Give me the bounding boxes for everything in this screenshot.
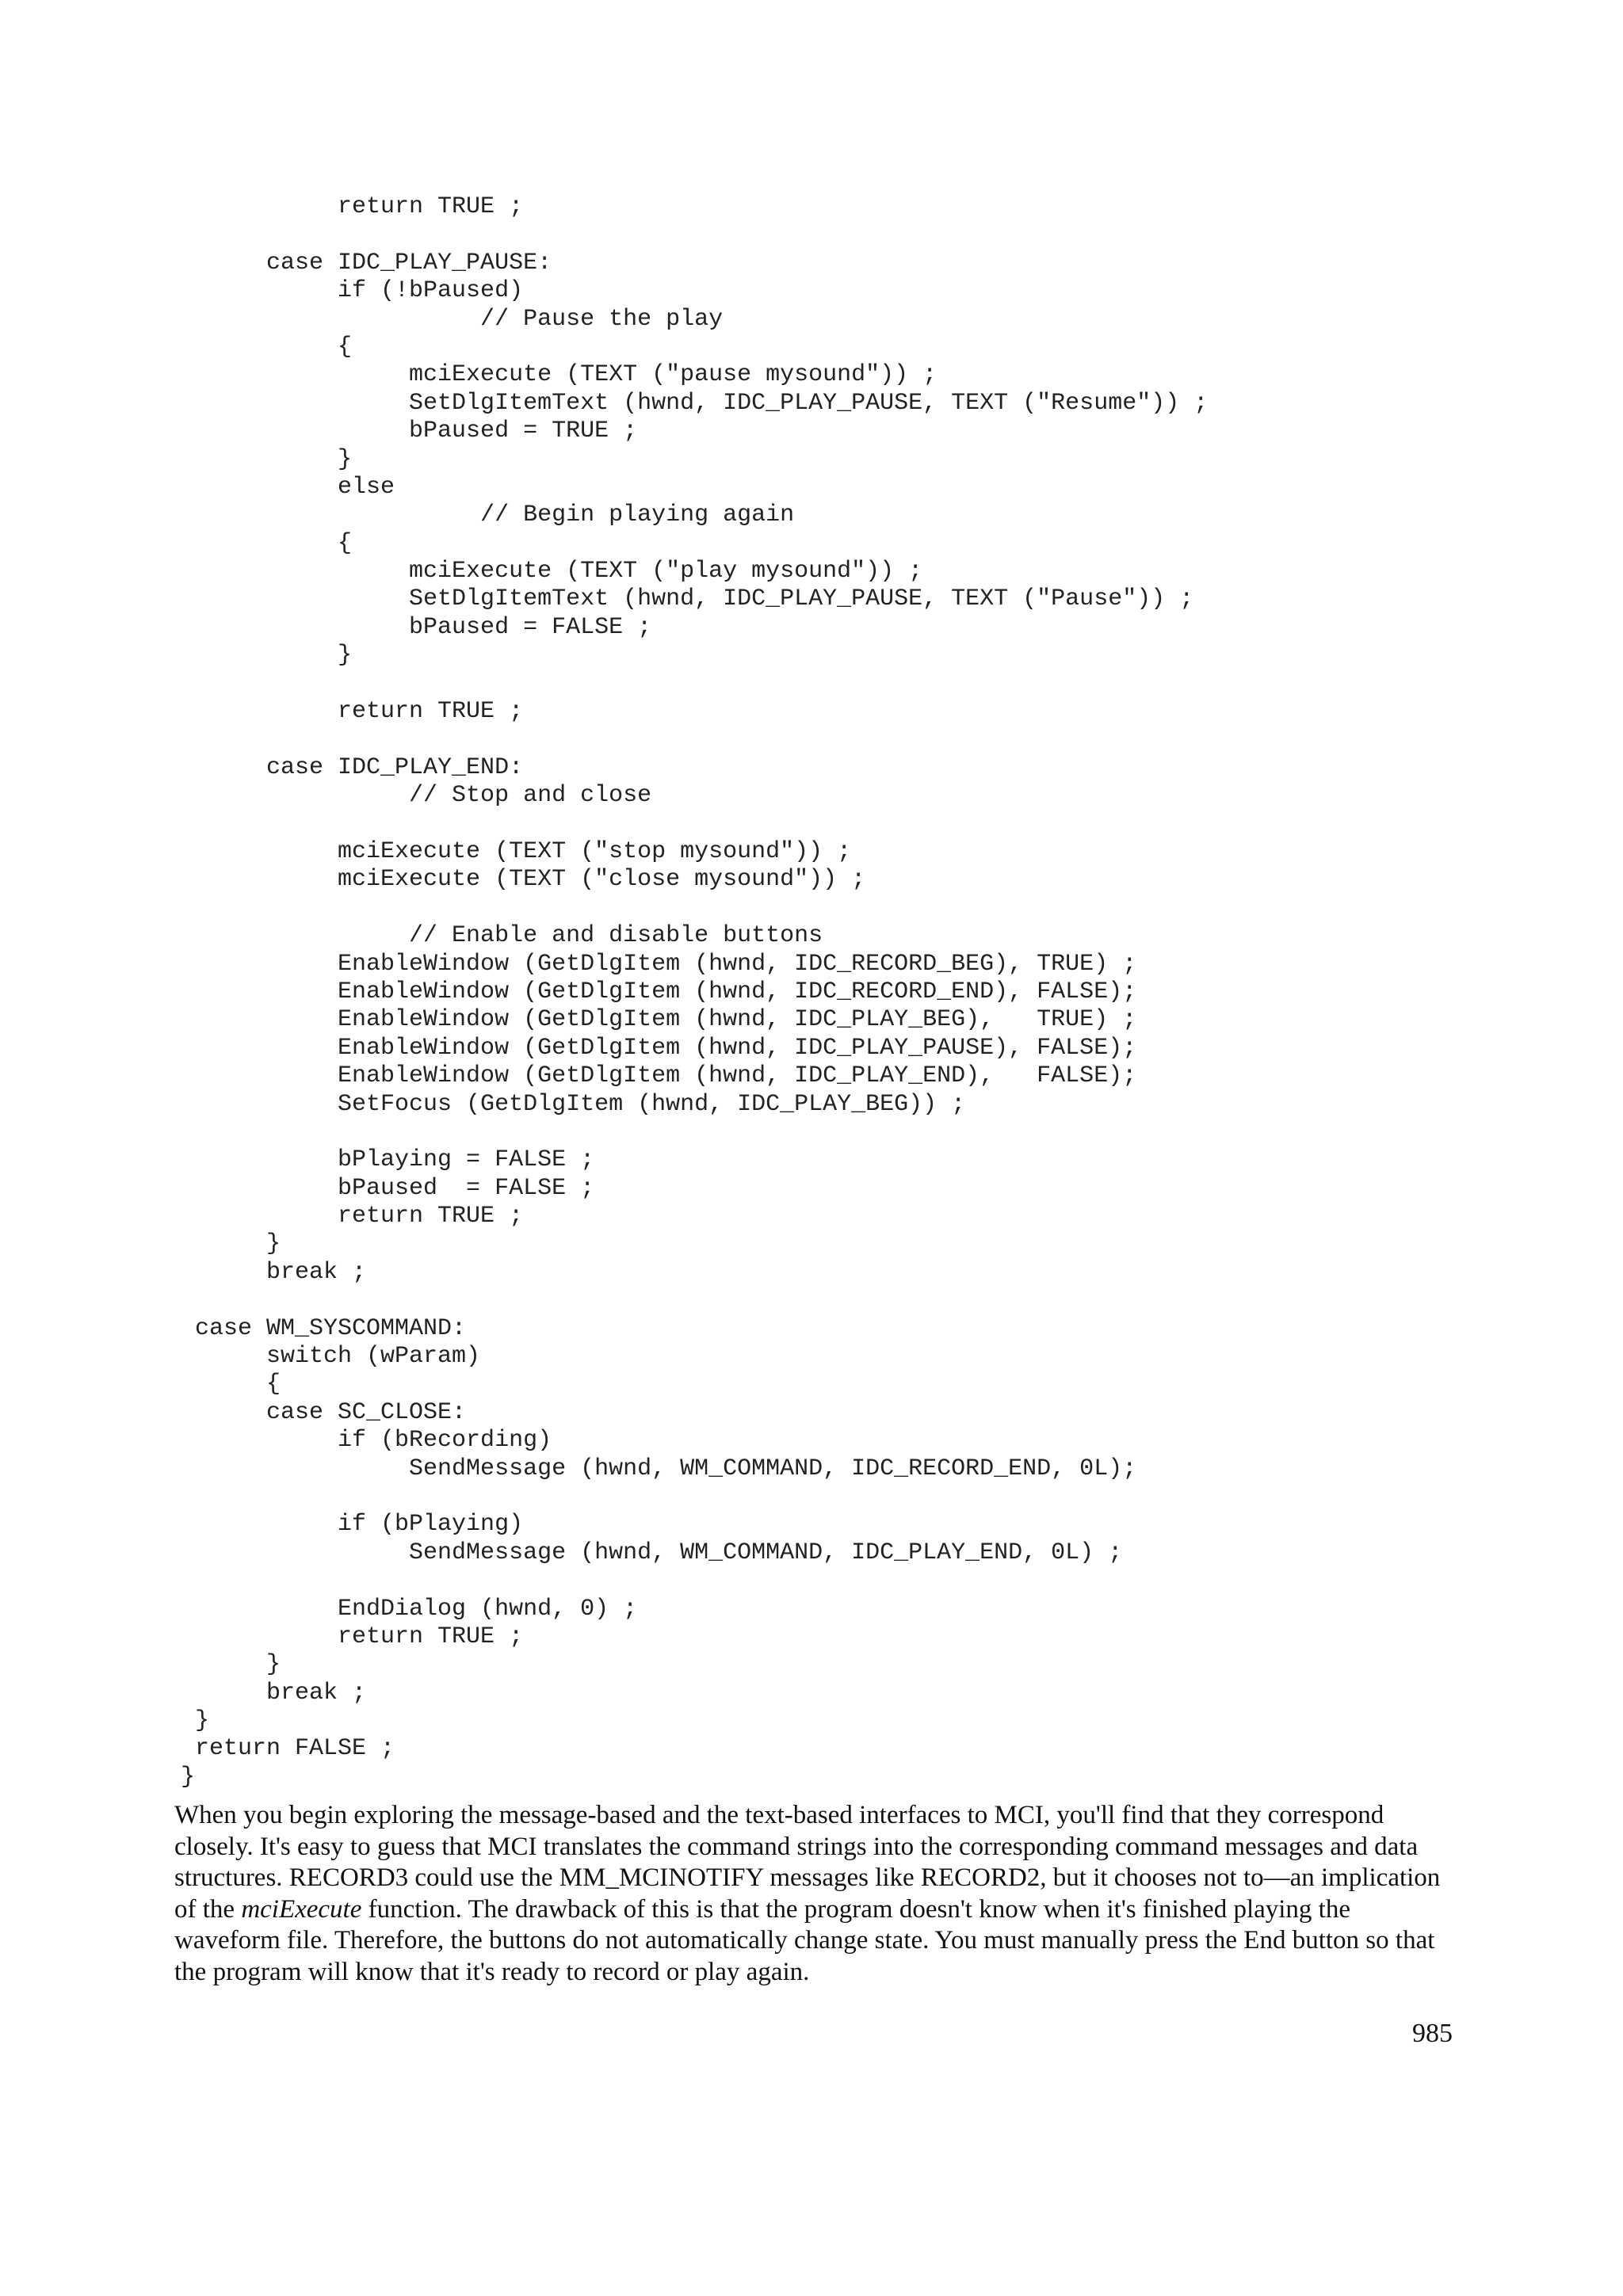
code-line: break ; xyxy=(181,1258,367,1286)
code-line: SendMessage (hwnd, WM_COMMAND, IDC_RECORD_END, 0L); xyxy=(181,1455,1137,1482)
code-line: case SC_CLOSE: xyxy=(181,1398,467,1426)
code-line: return TRUE ; xyxy=(181,1203,524,1230)
code-line xyxy=(181,894,1208,922)
code-line: } xyxy=(181,1707,210,1735)
code-line: // Begin playing again xyxy=(181,502,795,529)
code-line: if (bPlaying) xyxy=(181,1511,524,1539)
code-line xyxy=(181,1119,1208,1146)
paragraph-function-name: mciExecute xyxy=(241,1894,362,1924)
code-line: bPaused = FALSE ; xyxy=(181,613,652,641)
code-listing xyxy=(181,193,1208,1791)
code-line: mciExecute (TEXT ("play mysound")) ; xyxy=(181,558,923,585)
code-line: // Pause the play xyxy=(181,305,724,333)
code-line: // Enable and disable buttons xyxy=(181,922,823,950)
code-line: SetDlgItemText (hwnd, IDC_PLAY_PAUSE, TEXT ("Pause")) ; xyxy=(181,585,1194,613)
code-line xyxy=(181,726,1208,753)
code-line: EnableWindow (GetDlgItem (hwnd, IDC_RECORD_END), FALSE); xyxy=(181,978,1137,1005)
paragraph-text-part1: When you begin exploring the message-based and the text-based interfaces to MCI, you'll find that they correspond closely. It's easy to guess that MCI translates the command strings into the corresponding command messages and data structures. RECORD3 could use the MM_MCINOTIFY messages like RECORD2, but it chooses not to—an implication of the xyxy=(174,1801,1441,1924)
code-line: return TRUE ; xyxy=(181,1623,524,1650)
code-line: } xyxy=(181,445,353,473)
code-line: EnableWindow (GetDlgItem (hwnd, IDC_PLAY_BEG), TRUE) ; xyxy=(181,1006,1137,1034)
paragraph-text-part2: function. The drawback of this is that the program doesn't know when it's finished playing the waveform file. Therefore, the buttons do not automatically change state. You must manually press the End button so that the program will know that it's ready to record or play again. xyxy=(174,1894,1435,1986)
code-line: SetFocus (GetDlgItem (hwnd, IDC_PLAY_BEG)) ; xyxy=(181,1090,966,1118)
code-line: mciExecute (TEXT ("pause mysound")) ; xyxy=(181,361,938,389)
code-line xyxy=(181,810,1208,838)
code-line: EnableWindow (GetDlgItem (hwnd, IDC_PLAY_END), FALSE); xyxy=(181,1062,1137,1090)
code-line: mciExecute (TEXT ("close mysound")) ; xyxy=(181,866,866,894)
code-line: EnableWindow (GetDlgItem (hwnd, IDC_RECORD_BEG), TRUE) ; xyxy=(181,950,1137,978)
code-line: } xyxy=(181,1651,281,1679)
code-line: else xyxy=(181,473,395,501)
code-line: bPaused = TRUE ; xyxy=(181,418,638,445)
code-line: { xyxy=(181,1371,281,1398)
code-line: EnableWindow (GetDlgItem (hwnd, IDC_PLAY_PAUSE), FALSE); xyxy=(181,1034,1137,1062)
code-line: } xyxy=(181,1763,196,1791)
code-line: mciExecute (TEXT ("stop mysound")) ; xyxy=(181,837,852,865)
code-line: case IDC_PLAY_PAUSE: xyxy=(181,249,552,277)
code-line: bPaused = FALSE ; xyxy=(181,1174,595,1202)
code-line: bPlaying = FALSE ; xyxy=(181,1146,595,1174)
code-line: EndDialog (hwnd, 0) ; xyxy=(181,1595,638,1623)
code-line: } xyxy=(181,642,353,669)
code-line: if (!bPaused) xyxy=(181,277,524,305)
code-line: return FALSE ; xyxy=(181,1735,395,1763)
code-line: if (bRecording) xyxy=(181,1427,552,1455)
code-line xyxy=(181,1567,1208,1595)
code-line: { xyxy=(181,529,353,557)
body-paragraph xyxy=(174,1800,1458,1988)
code-line xyxy=(181,1287,1208,1314)
code-line: // Stop and close xyxy=(181,782,652,810)
code-line xyxy=(181,670,1208,698)
code-line: SendMessage (hwnd, WM_COMMAND, IDC_PLAY_END, 0L) ; xyxy=(181,1539,1123,1566)
code-line: } xyxy=(181,1230,281,1258)
code-line: break ; xyxy=(181,1679,367,1707)
code-line: case IDC_PLAY_END: xyxy=(181,753,524,781)
code-line: case WM_SYSCOMMAND: xyxy=(181,1314,467,1342)
page-number: 985 xyxy=(1412,2019,1453,2048)
code-line: switch (wParam) xyxy=(181,1343,481,1371)
code-line xyxy=(181,221,1208,249)
code-line: SetDlgItemText (hwnd, IDC_PLAY_PAUSE, TEXT ("Resume")) ; xyxy=(181,389,1209,417)
code-line: return TRUE ; xyxy=(181,193,524,220)
code-line: return TRUE ; xyxy=(181,698,524,726)
code-line xyxy=(181,1483,1208,1511)
code-line: { xyxy=(181,333,353,360)
